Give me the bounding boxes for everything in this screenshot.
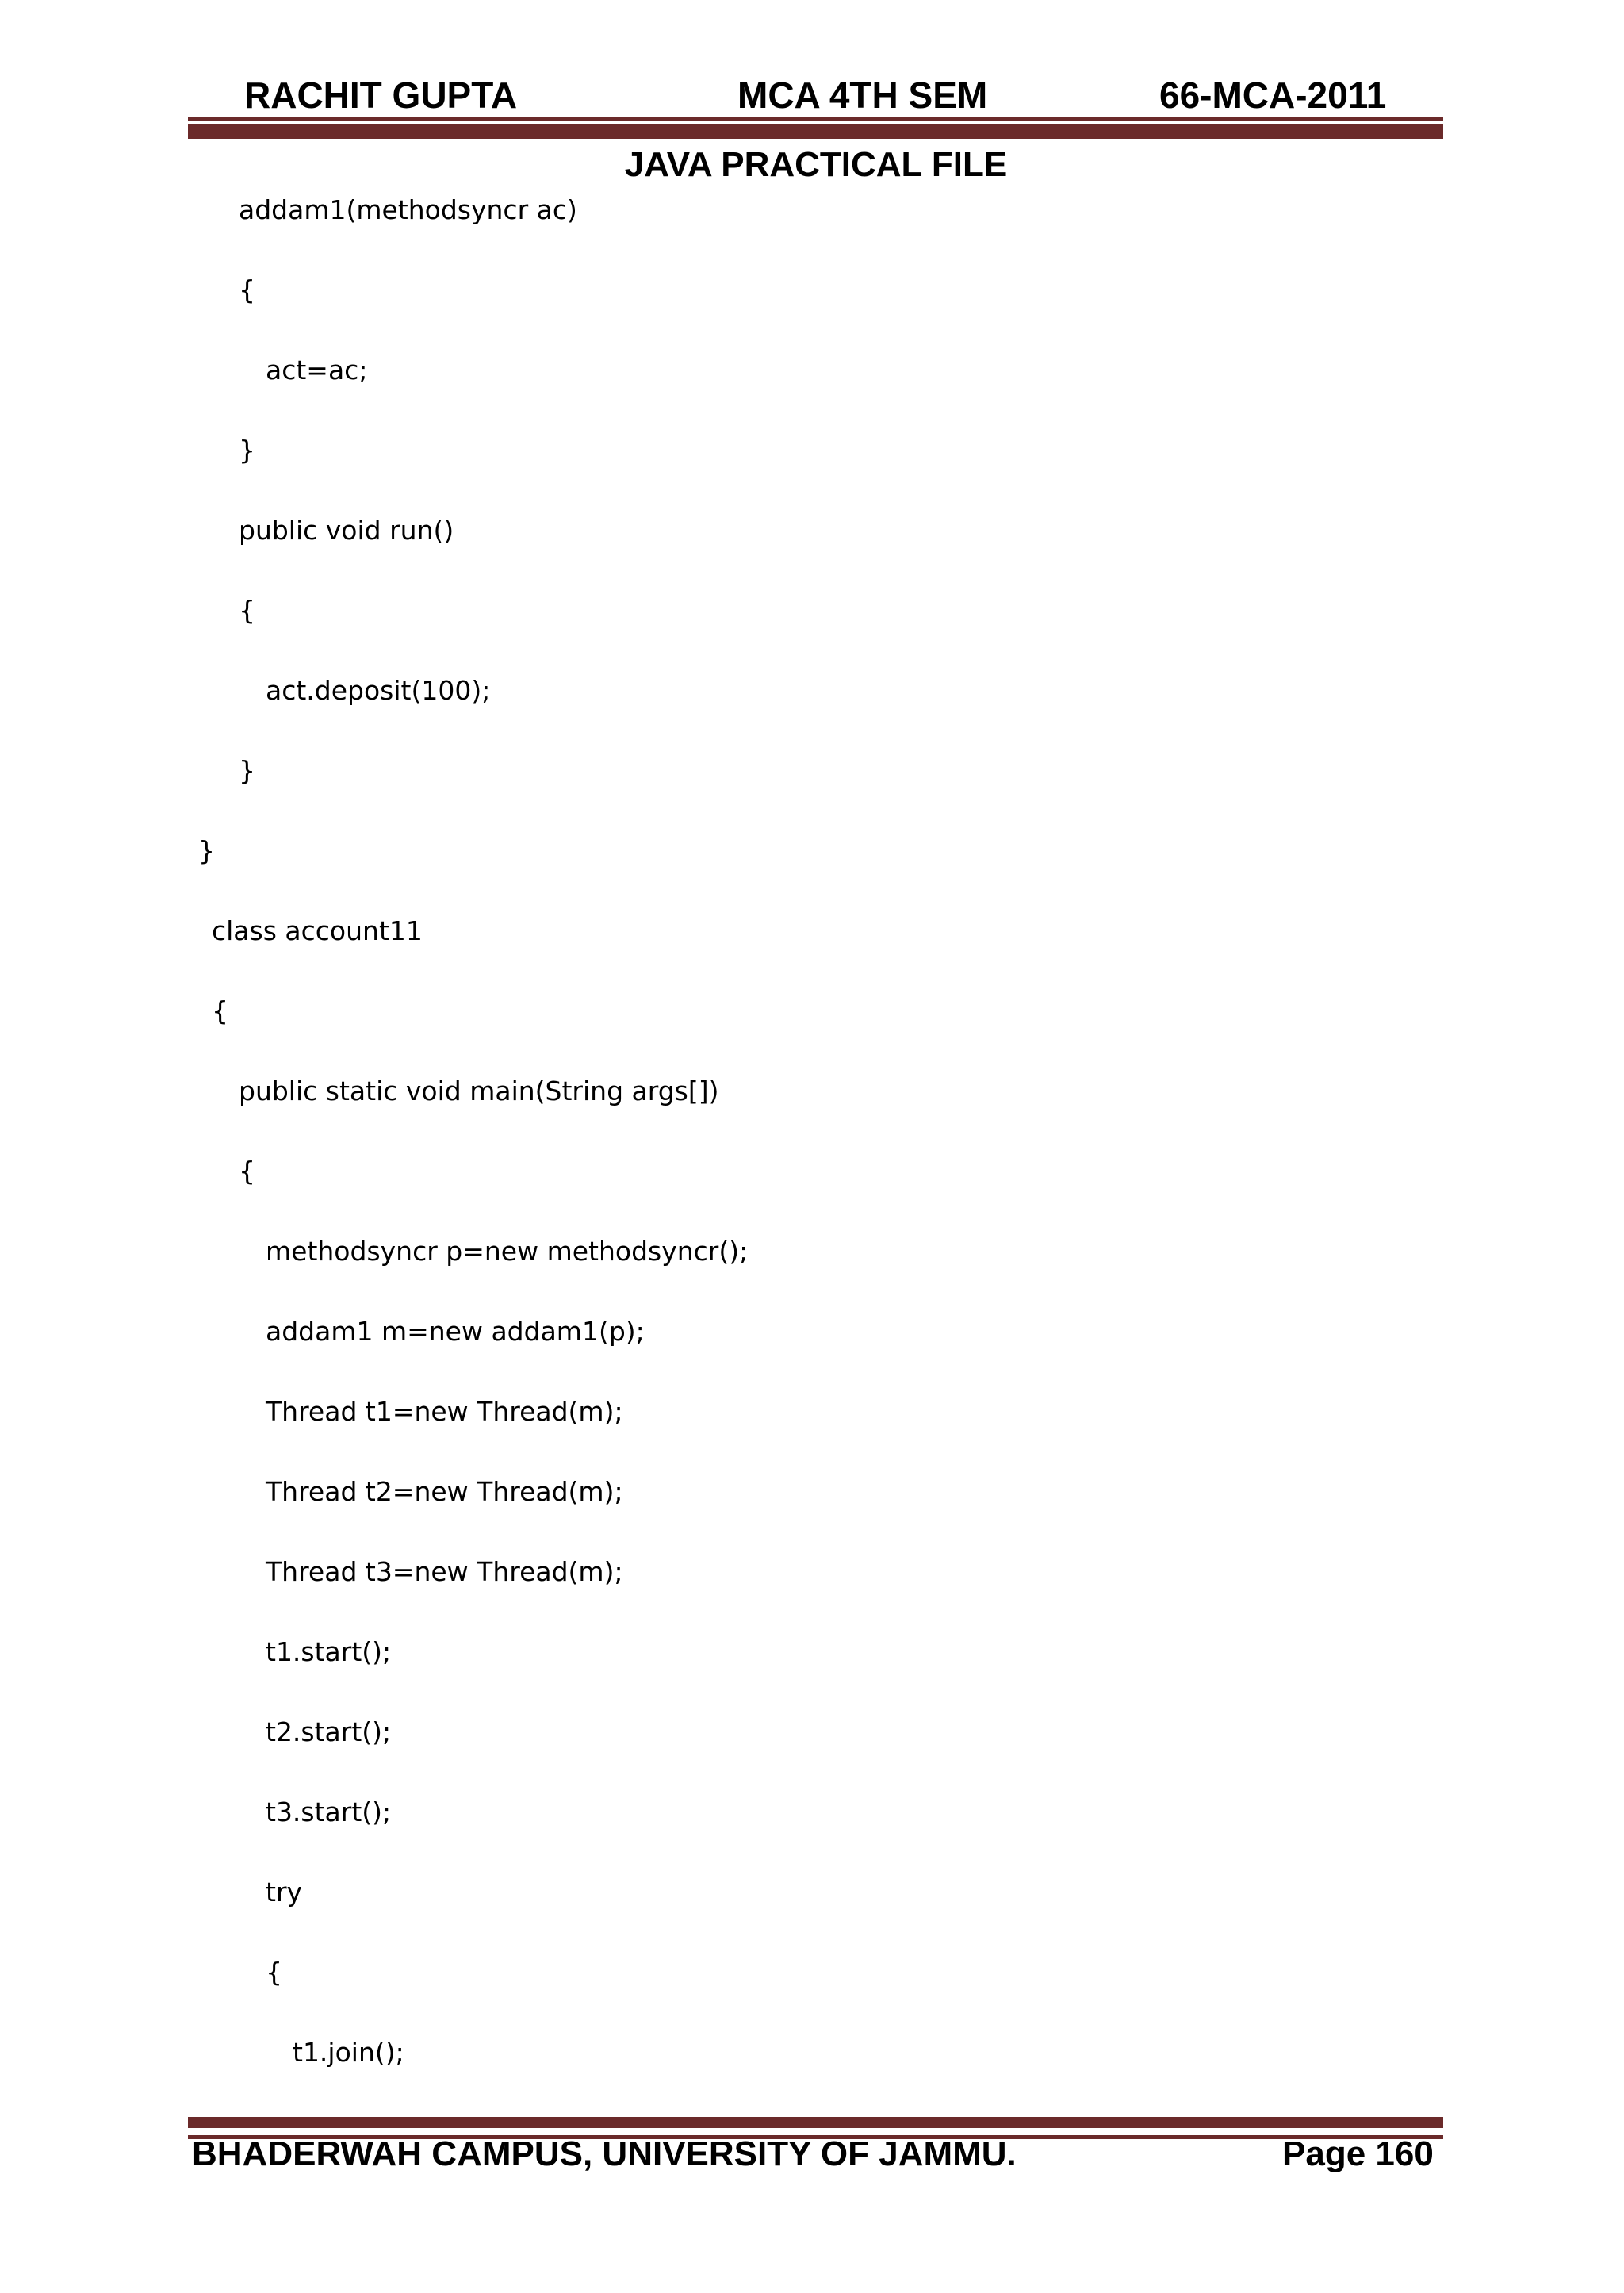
code-line: Thread t3=new Thread(m); <box>266 1556 623 1587</box>
code-line: act.deposit(100); <box>266 675 491 706</box>
header-rule-thick <box>188 124 1443 139</box>
code-line: public void run() <box>239 515 454 546</box>
code-line: try <box>266 1877 303 1908</box>
code-line: addam1 m=new addam1(p); <box>266 1316 645 1347</box>
code-line: methodsyncr p=new methodsyncr(); <box>266 1236 749 1267</box>
code-line: addam1(methodsyncr ac) <box>239 194 577 225</box>
code-line: t2.start(); <box>266 1716 392 1747</box>
code-line: act=ac; <box>266 355 368 385</box>
code-line: { <box>239 274 255 305</box>
code-line: { <box>239 1156 255 1187</box>
code-line: Thread t1=new Thread(m); <box>266 1396 623 1427</box>
code-line: } <box>198 835 215 866</box>
header-author-name: RACHIT GUPTA <box>244 75 518 116</box>
page-title: JAVA PRACTICAL FILE <box>624 145 1008 184</box>
code-line: { <box>239 595 255 626</box>
code-line: { <box>266 1957 282 1988</box>
code-line: } <box>239 755 255 786</box>
code-line: Thread t2=new Thread(m); <box>266 1476 623 1507</box>
code-line: class account11 <box>212 915 423 946</box>
header-rule-thin <box>188 117 1443 121</box>
code-line: } <box>239 435 255 466</box>
code-line: t1.start(); <box>266 1636 392 1667</box>
header-roll-number: 66-MCA-2011 <box>1159 75 1387 116</box>
code-line: { <box>212 995 228 1026</box>
page-number: Page 160 <box>1282 2134 1434 2173</box>
code-line: t1.join(); <box>293 2037 404 2068</box>
code-line: public static void main(String args[]) <box>239 1076 719 1106</box>
footer-campus: BHADERWAH CAMPUS, UNIVERSITY OF JAMMU. <box>192 2134 1017 2173</box>
code-line: t3.start(); <box>266 1796 392 1827</box>
header-semester: MCA 4TH SEM <box>737 75 988 116</box>
footer-rule-thick <box>188 2117 1443 2128</box>
